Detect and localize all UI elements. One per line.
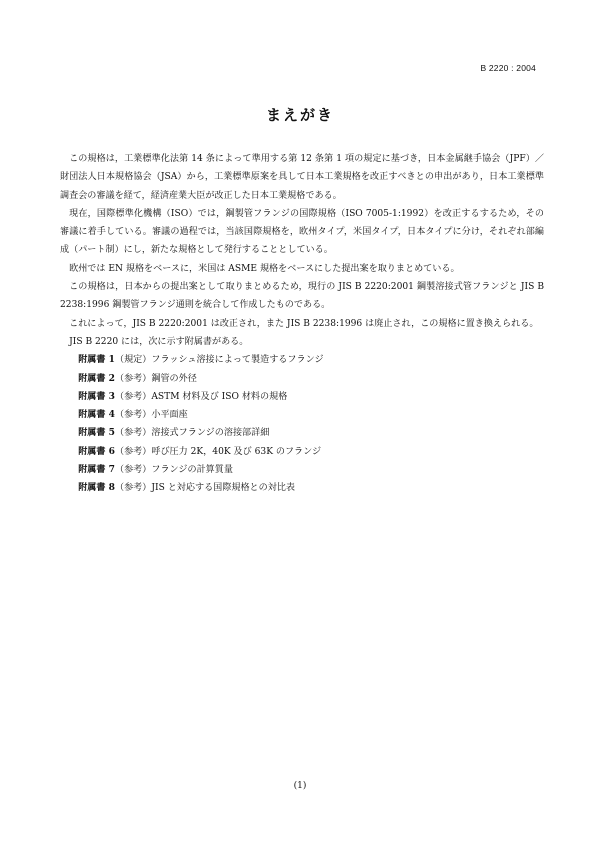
annex-item (78, 388, 544, 406)
paragraph: これによって，JIS B 2220:2001 は改正され，また JIS B 2238:1996 は廃止され，この規格に置き換えられる。 (69, 318, 539, 329)
page-title: まえがき (265, 106, 334, 124)
annex-label: 附属書 3 (78, 390, 115, 402)
annex-item (78, 370, 544, 388)
annex-label: 附属書 8 (78, 482, 115, 494)
annex-text: （参考）呼び圧力 2K，40K 及び 63K のフランジ (114, 446, 322, 457)
annex-text: （参考）ASTM 材料及び ISO 材料の規格 (114, 391, 288, 402)
annex-text: （参考）JIS と対応する国際規格との対比表 (114, 483, 296, 494)
document-body (60, 150, 544, 498)
paragraph: この規格は，工業標準化法第 14 条によって準用する第 12 条第 1 項の規定に基づき，日本金属継手協会（JPF）／財団法人日本規格協会（JSA）から，工業標準原案を具して日本工業規格を改正すべきとの申出があり，日本工業標準調査会の審議を経て，経済産業大臣が改正した日本工業規格である。 (60, 154, 544, 201)
annex-text: （参考）小平面座 (114, 410, 188, 421)
annex-text: （参考）鋼管の外径 (114, 373, 197, 384)
annex-list (60, 351, 544, 497)
page-number: (1) (293, 781, 307, 791)
annex-item (78, 461, 544, 479)
annex-label: 附属書 7 (78, 464, 115, 476)
paragraph: この規格は，日本からの提出案として取りまとめるため，現行の JIS B 2220:2001 鋼製溶接式管フランジと JIS B 2238:1996 鋼製管フランジ通則を統合して作成したものである。 (60, 282, 544, 311)
annex-item (78, 351, 544, 369)
annex-item (78, 443, 544, 461)
annex-label: 附属書 5 (78, 427, 115, 439)
annex-text: （参考）溶接式フランジの溶接部詳細 (114, 428, 270, 439)
annex-label: 附属書 1 (78, 354, 115, 366)
annex-item (78, 424, 544, 442)
annex-text: （参考）フランジの計算質量 (114, 465, 233, 476)
paragraph: 欧州では EN 規格をベースに，米国は ASME 規格をベースにした提出案を取りまとめている。 (69, 263, 460, 274)
annex-label: 附属書 2 (78, 372, 115, 384)
annex-label: 附属書 6 (78, 445, 115, 457)
annex-item (78, 406, 544, 424)
document-number: B 2220 : 2004 (480, 63, 536, 73)
paragraph: 現在，国際標準化機構（ISO）では，鋼製管フランジの国際規格（ISO 7005-1:1992）を改正するするため，その審議に着手している。審議の過程では，当該国際規格を，欧州タイプ，米国タイプ，日本タイプに分け，それぞれ部編成（パート制）にし，新たな規格として発行することとしている。 (60, 208, 544, 256)
annex-intro: JIS B 2220 には，次に示す附属書がある。 (69, 336, 249, 347)
annex-item (78, 479, 544, 497)
annex-label: 附属書 4 (78, 409, 115, 421)
annex-text: （規定）フラッシュ溶接によって製造するフランジ (114, 355, 324, 366)
